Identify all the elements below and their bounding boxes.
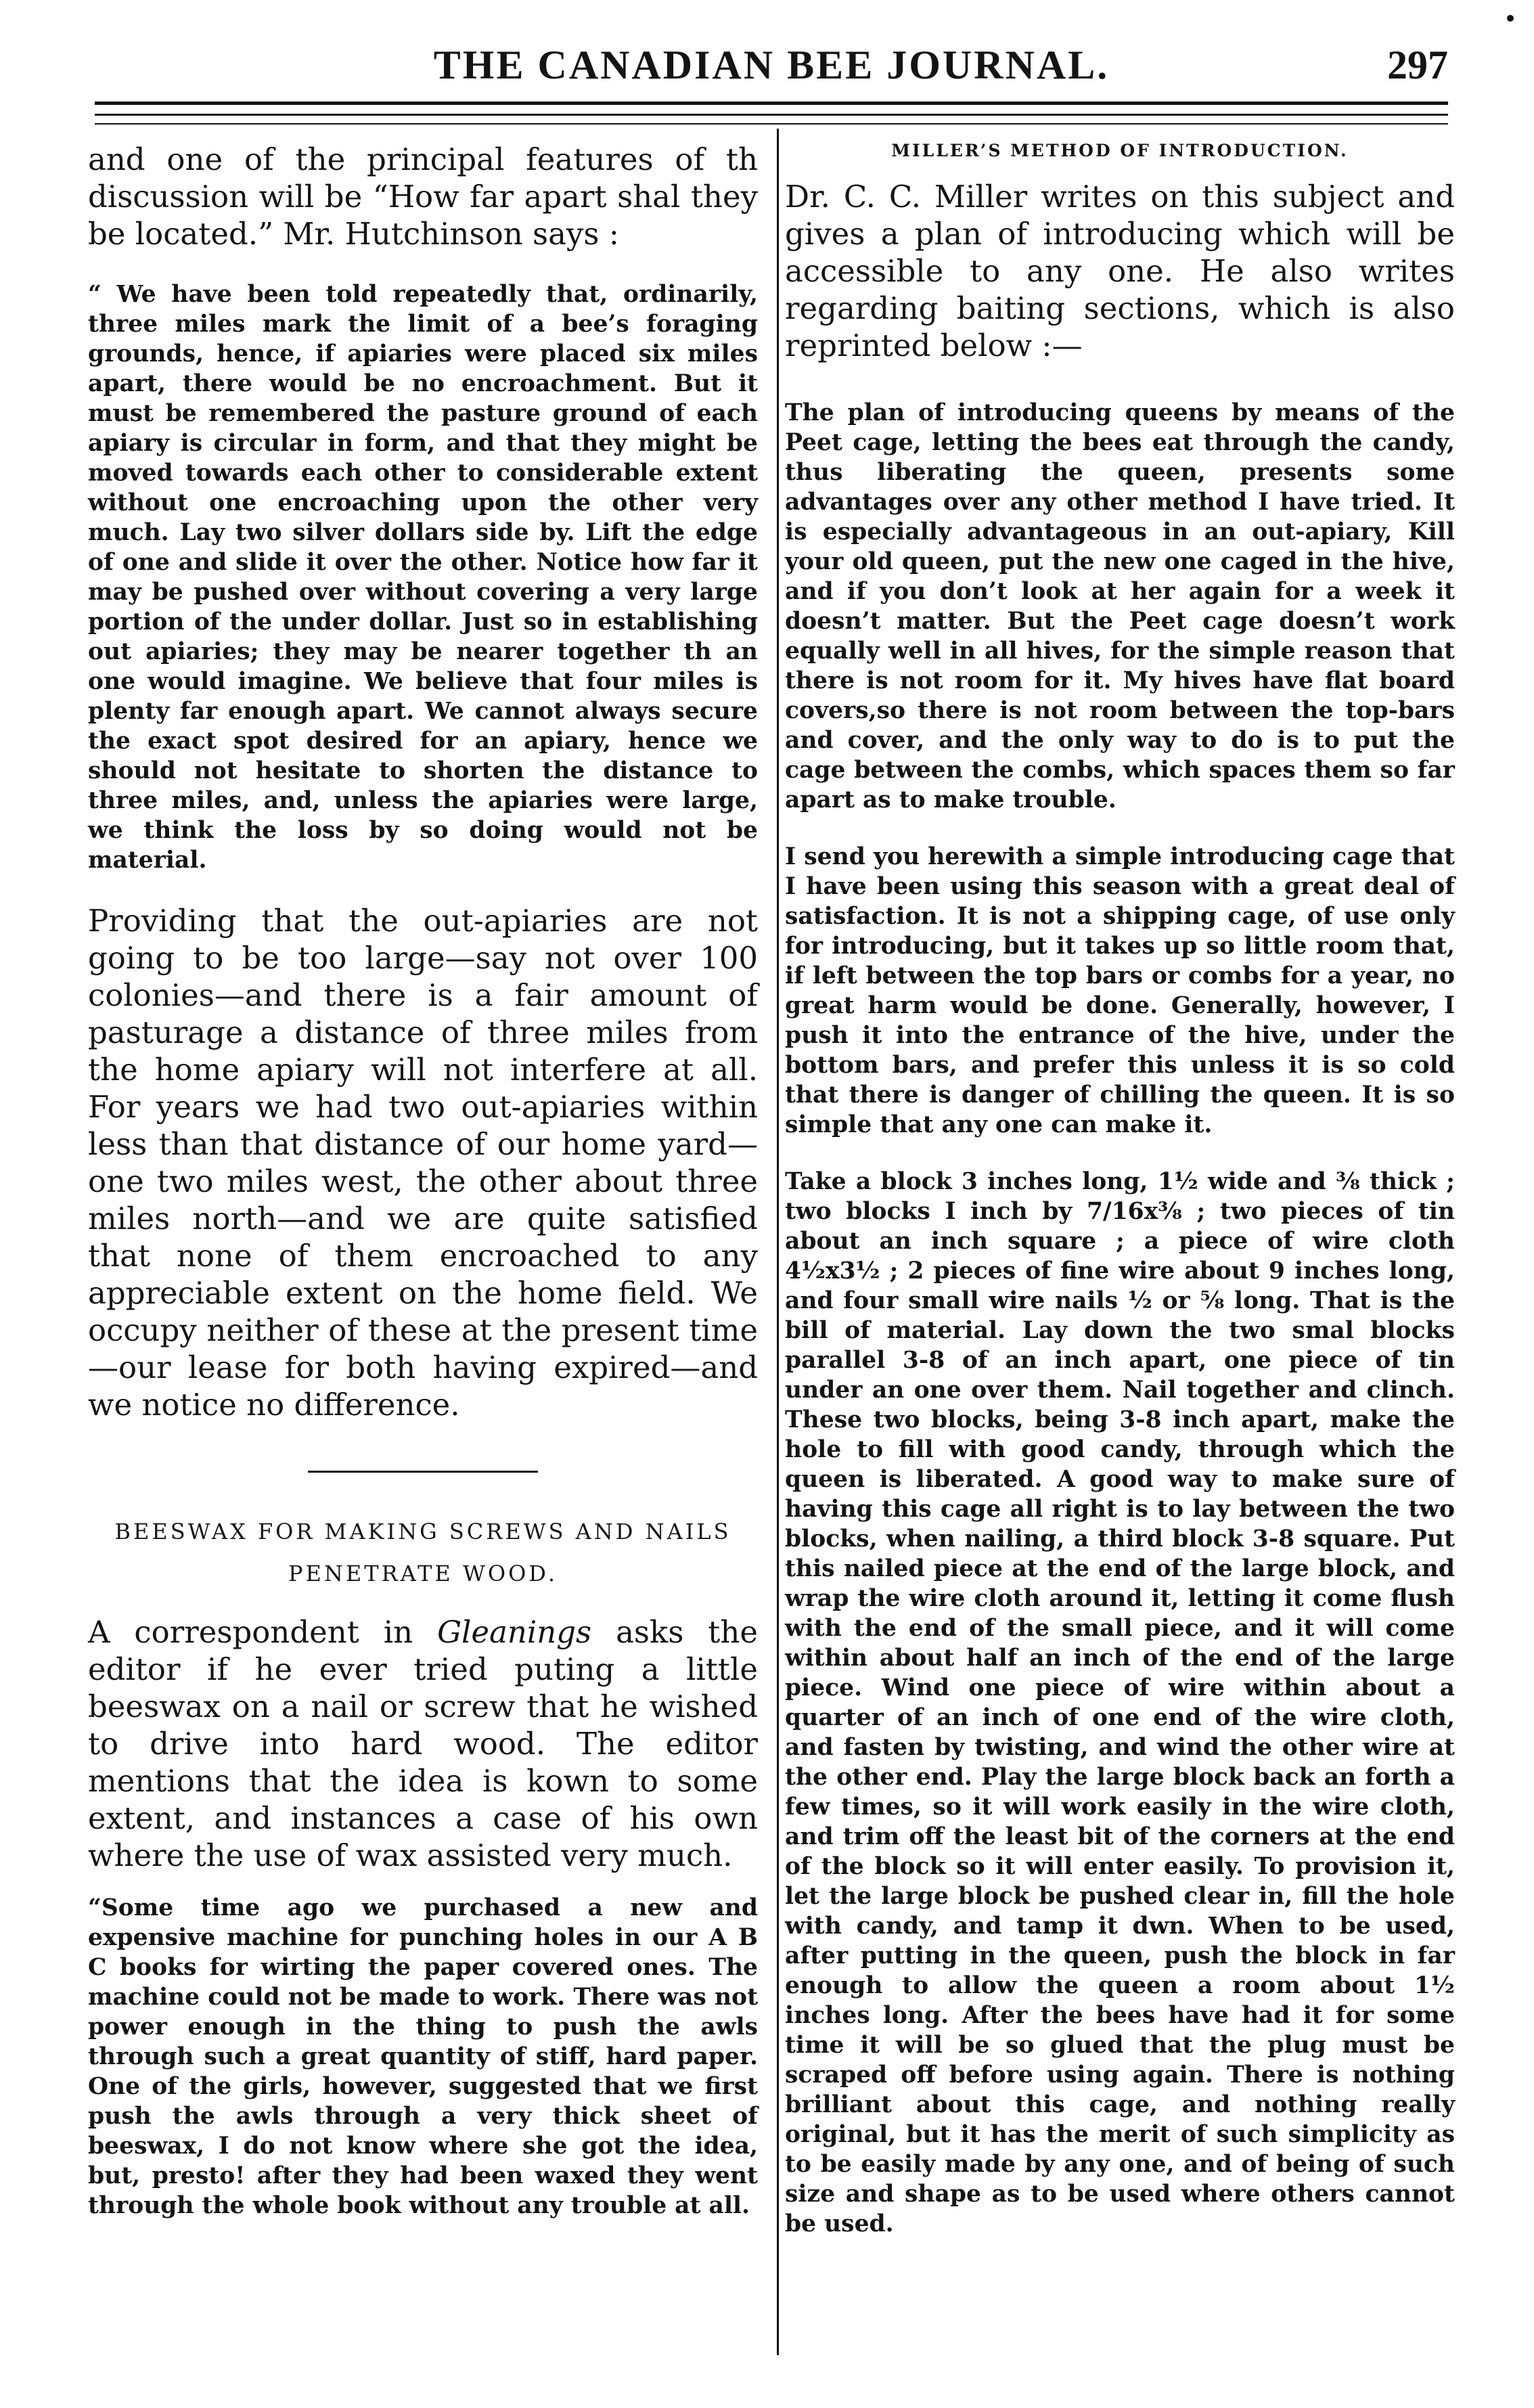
running-head bbox=[95, 42, 1448, 103]
corner-dot bbox=[1507, 15, 1514, 22]
beeswax-quote: “Some time ago we purchased a new and expensive machine for punching holes in our A B C books for wirting the paper covered ones. The machine could not be made to work. There was not power enough in the thing to push the awls through such a great quantity of stiff, hard paper. One of the girls, however, suggested that we first push the awls through a very thick sheet of beeswax, I do not know where she got the idea, but, presto! after they had been waxed they went through the whole book without any trouble at all. bbox=[88, 1894, 758, 2219]
beeswax-heading: BEESWAX FOR MAKING SCREWS AND NAILS bbox=[114, 1519, 731, 1544]
editor-comment: Providing that the out-apiaries are not going to be too large—say not over 100 colonies—and there is a fair amount of pasturage a distance of three miles from the home apiary will not interfere at all. For years we had two out-apiaries within less than that distance of our home yard—one two miles west, the other about three miles north—and we are quite satisfied that none of them encroached to any appreciable extent on the home field. We occupy neither of these at the present time—our lease for both having expired—and we notice no difference. bbox=[88, 903, 758, 1423]
miller-paragraph-3: Take a block 3 inches long, 1½ wide and ⅜ thick ; two blocks I inch by 7/16x⅜ ; two pieces of tin about an inch square ; a piece of wire cloth 4½x3½ ; 2 pieces of fine wire about 9 inches long, and four small wire nails ½ or ⅝ long. That is the bill of material. Lay down the two smal blocks parallel 3-8 of an inch apart, one piece of tin under an one over them. Nail together and clinch. These two blocks, being 3-8 inch apart, make the hole to fill with good candy, through which the queen is liberated. A good way to make sure of having this cage all right is to lay between the two blocks, when nailing, a third block 3-8 square. Put this nailed piece at the end of the large block, and wrap the wire cloth around it, letting it come flush with the end of the small piece, and it will come within about half an inch of the end of the large piece. Wind one piece of wire within about a quarter of an inch of one end of the wire cloth, and fasten by twisting, and wind the other wire at the other end. Play the large block back an forth a few times, so it will work easily in the wire cloth, and trim off the least bit of the corners at the end of the block so it will enter easily. To provision it, let the large block be pushed clear in, fill the hole with candy, and tamp it dwn. When to be used, after putting in the queen, push the block in far enough to allow the queen a room about 1½ inches long. After the bees have had it for some time it will be so glued that the plug must be scraped off before using again. There is nothing brilliant about this cage, and nothing really original, but it has the merit of such simplicity as to be easily made by any one, and of being of such size and shape as to be used where others cannot be used. bbox=[785, 1168, 1455, 2237]
left-column bbox=[88, 141, 758, 2221]
beeswax-heading-line-2: PENETRATE WOOD. bbox=[288, 1561, 558, 1586]
journal-title: THE CANADIAN BEE JOURNAL. bbox=[433, 43, 1110, 87]
miller-paragraph-1: The plan of introducing queens by means of the Peet cage, letting the bees eat through the candy, thus liberating the queen, presents some advantages over any other method I have tried. It is especially advantageous in an out-apiary, Kill your old queen, put the new one caged in the hive, and if you don’t look at her again for a week it doesn’t matter. But the Peet cage doesn’t work equally well in all hives, for the simple reason that there is not room for it. My hives have flat board covers,so there is not room between the top-bars and cover, and the only way to do is to put the cage between the combs, which spaces them so far apart as to make trouble. bbox=[785, 399, 1455, 813]
right-column bbox=[785, 141, 1455, 2239]
miller-paragraph-2: I send you herewith a simple introducing cage that I have been using this season with a great deal of satisfaction. It is not a shipping cage, of use only for introducing, but it takes up so little room that, if left between the top bars or combs for a year, no great harm would be done. Generally, however, I push it into the entrance of the hive, under the bottom bars, and prefer this unless it is so cold that there is danger of chilling the queen. It is so simple that any one can make it. bbox=[785, 843, 1455, 1138]
miller-heading: MILLER’S METHOD OF INTRODUCTION. bbox=[891, 141, 1349, 160]
beeswax-intro-rest: asks the editor if he ever tried puting a little beeswax on a nail or screw that he wished to drive into hard wood. The editor mentions that the idea is kown to some extent, and instances a case of his own where the use of wax assisted very much. bbox=[88, 1614, 758, 1873]
beeswax-intro bbox=[88, 1613, 758, 1874]
intro-paragraph: and one of the principal features of th discussion will be “How far apart shal they be located.” Mr. Hutchinson says : bbox=[88, 141, 758, 252]
miller-intro: Dr. C. C. Miller writes on this subject and gives a plan of introducing which will be accessible to any one. He also writes regarding baiting sections, which is also reprinted below :— bbox=[785, 179, 1455, 363]
page-number: 297 bbox=[1387, 43, 1448, 87]
beeswax-intro-start: A correspondent in bbox=[88, 1614, 438, 1650]
section-divider bbox=[308, 1471, 538, 1473]
gleanings-title: Gleanings bbox=[437, 1614, 592, 1650]
header-rule bbox=[95, 123, 1448, 125]
column-divider bbox=[777, 129, 779, 2355]
header-rule bbox=[95, 102, 1448, 105]
header-rule bbox=[95, 114, 1448, 116]
hutchinson-quote: “ We have been told repeatedly that, ordinarily, three miles mark the limit of a bee’s foraging grounds, hence, if apiaries were placed six miles apart, there would be no encroachment. But it must be remembered the pasture ground of each apiary is circular in form, and that they might be moved towards each other to considerable extent without one encroaching upon the other very much. Lay two silver dollars side by. Lift the edge of one and slide it over the other. Notice how far it may be pushed over without covering a very large portion of the under dollar. Just so in establishing out apiaries; they may be nearer together th an one would imagine. We believe that four miles is plenty far enough apart. We cannot always secure the exact spot desired for an apiary, hence we should not hesitate to shorten the distance to three miles, and, unless the apiaries were large, we think the loss by so doing would not be material. bbox=[88, 281, 758, 874]
